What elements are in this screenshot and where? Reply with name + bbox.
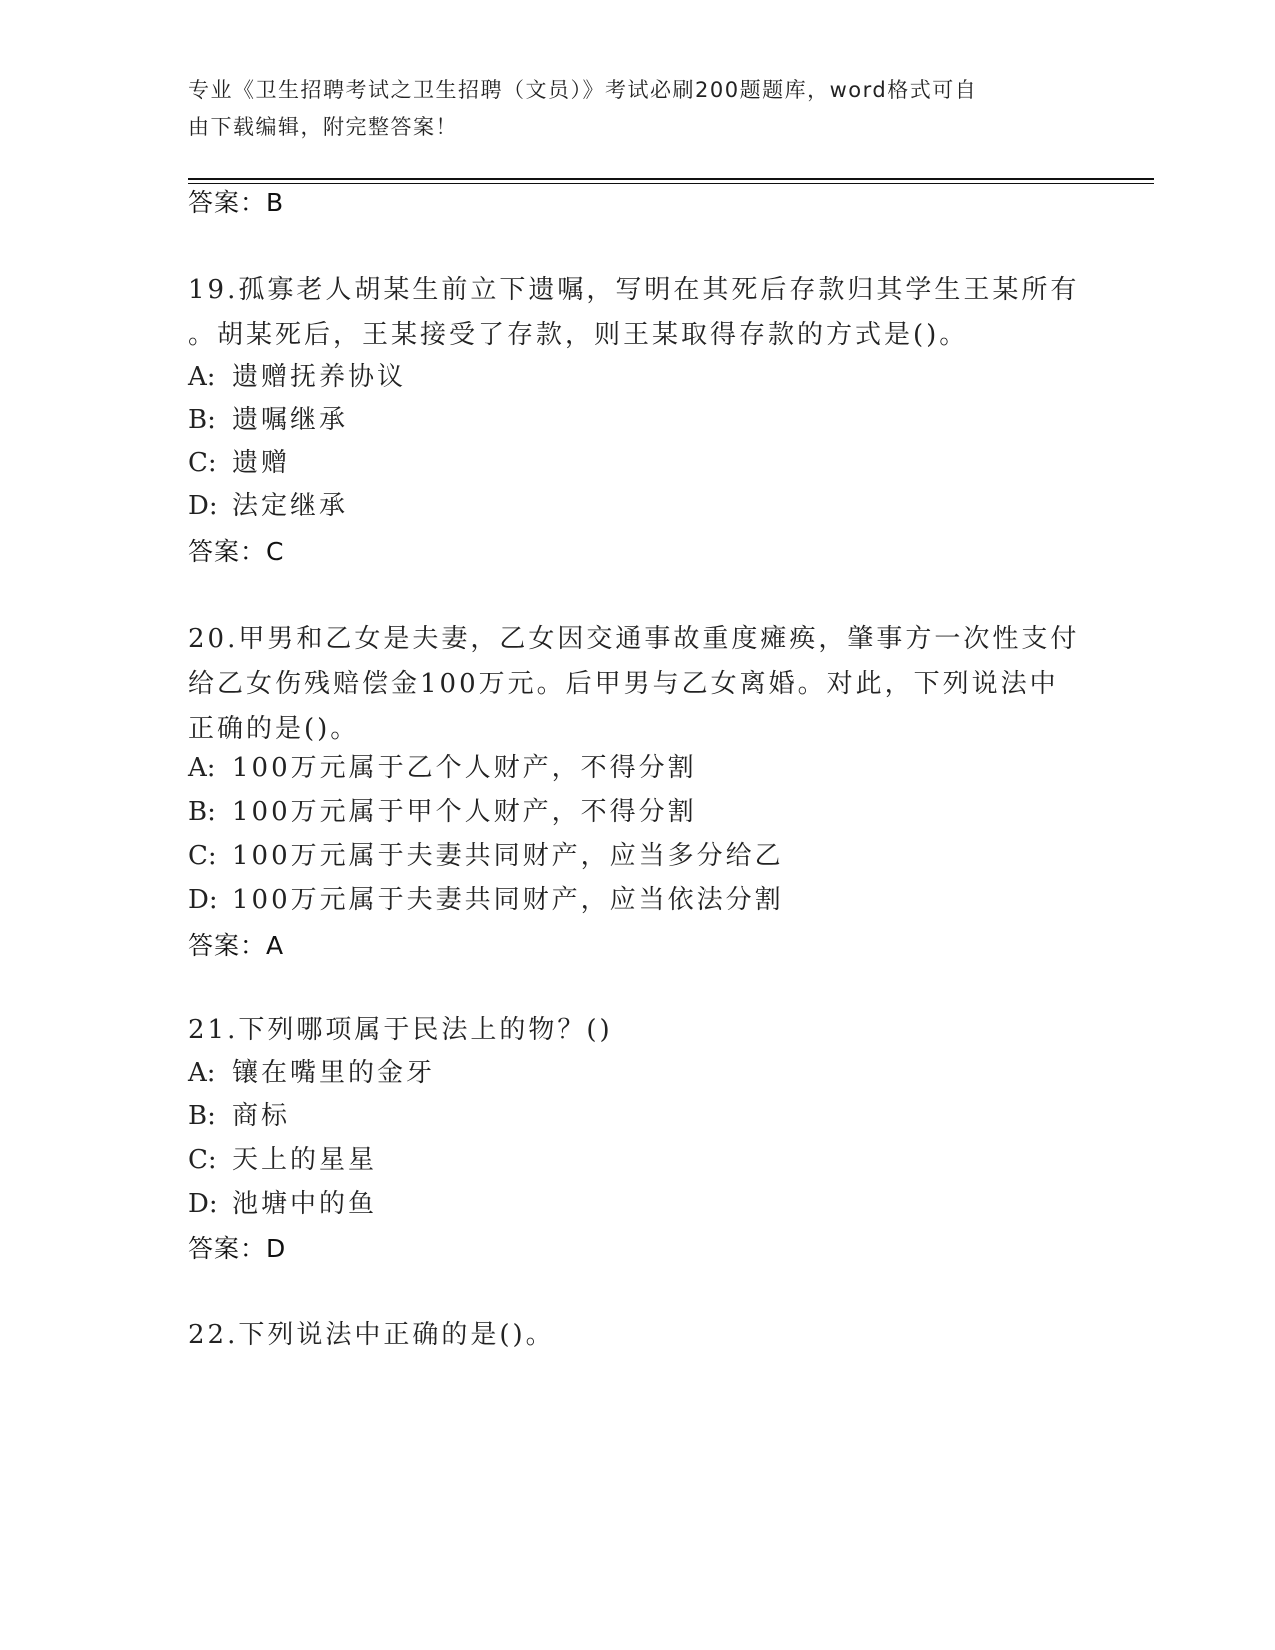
- option-a: [188, 748, 697, 788]
- option-c: [188, 443, 290, 483]
- header-line-2: 由下载编辑，附完整答案！: [188, 115, 458, 139]
- option-a: [188, 357, 406, 397]
- option-text: 100万元属于夫妻共同财产，应当多分给乙: [232, 841, 784, 871]
- answer-21: 答案：D: [188, 1234, 287, 1263]
- answer-previous: 答案：B: [188, 188, 285, 217]
- option-key: A:: [188, 1058, 216, 1088]
- option-text: 100万元属于乙个人财产，不得分割: [232, 753, 697, 783]
- option-key: B:: [188, 405, 216, 435]
- option-key: A:: [188, 362, 216, 392]
- option-key: B:: [188, 1101, 216, 1131]
- question-text-line: 给乙女伤残赔偿金100万元。后甲男与乙女离婚。对此，下列说法中: [188, 669, 1059, 699]
- question-19: [188, 268, 1088, 358]
- option-b: [188, 1096, 290, 1136]
- question-text-line: 22.下列说法中正确的是()。: [188, 1320, 555, 1350]
- option-text: 池塘中的鱼: [232, 1189, 378, 1219]
- option-text: 遗赠抚养协议: [232, 362, 407, 392]
- option-key: D:: [188, 491, 218, 521]
- option-b: [188, 792, 697, 832]
- option-c: [188, 836, 784, 876]
- question-22: [188, 1313, 1088, 1358]
- option-key: D:: [188, 1189, 218, 1219]
- option-b: [188, 400, 348, 440]
- option-c: [188, 1140, 377, 1180]
- option-key: C:: [188, 448, 217, 478]
- option-text: 遗嘱继承: [232, 405, 349, 435]
- option-text: 天上的星星: [232, 1145, 378, 1175]
- question-text-line: 20.甲男和乙女是夫妻，乙女因交通事故重度瘫痪，肇事方一次性支付: [188, 624, 1080, 654]
- question-text-line: 。胡某死后，王某接受了存款，则王某取得存款的方式是()。: [188, 320, 969, 350]
- question-20: [188, 617, 1088, 752]
- option-text: 100万元属于夫妻共同财产，应当依法分割: [232, 885, 784, 915]
- question-text-line: 21.下列哪项属于民法上的物？(): [188, 1015, 613, 1045]
- option-d: [188, 1184, 377, 1224]
- answer-20: 答案：A: [188, 931, 285, 960]
- header-divider-thick: [188, 178, 1154, 180]
- option-key: C:: [188, 841, 217, 871]
- option-d: [188, 486, 348, 526]
- option-key: A:: [188, 753, 216, 783]
- option-key: B:: [188, 797, 216, 827]
- question-text-line: 正确的是()。: [188, 714, 360, 744]
- option-text: 遗赠: [232, 448, 291, 478]
- option-text: 镶在嘴里的金牙: [232, 1058, 436, 1088]
- option-a: [188, 1053, 435, 1093]
- header-line-1: 专业《卫生招聘考试之卫生招聘（文员）》考试必刷200题题库，word格式可自: [188, 78, 978, 102]
- option-text: 法定继承: [232, 491, 349, 521]
- option-key: D:: [188, 885, 218, 915]
- document-header: [188, 72, 1068, 146]
- question-text-line: 19.孤寡老人胡某生前立下遗嘱，写明在其死后存款归其学生王某所有: [188, 275, 1080, 305]
- option-d: [188, 880, 784, 920]
- option-text: 商标: [232, 1101, 291, 1131]
- header-divider-thin: [188, 183, 1154, 184]
- option-text: 100万元属于甲个人财产，不得分割: [232, 797, 697, 827]
- option-key: C:: [188, 1145, 217, 1175]
- question-21: [188, 1008, 1088, 1053]
- answer-19: 答案：C: [188, 537, 285, 566]
